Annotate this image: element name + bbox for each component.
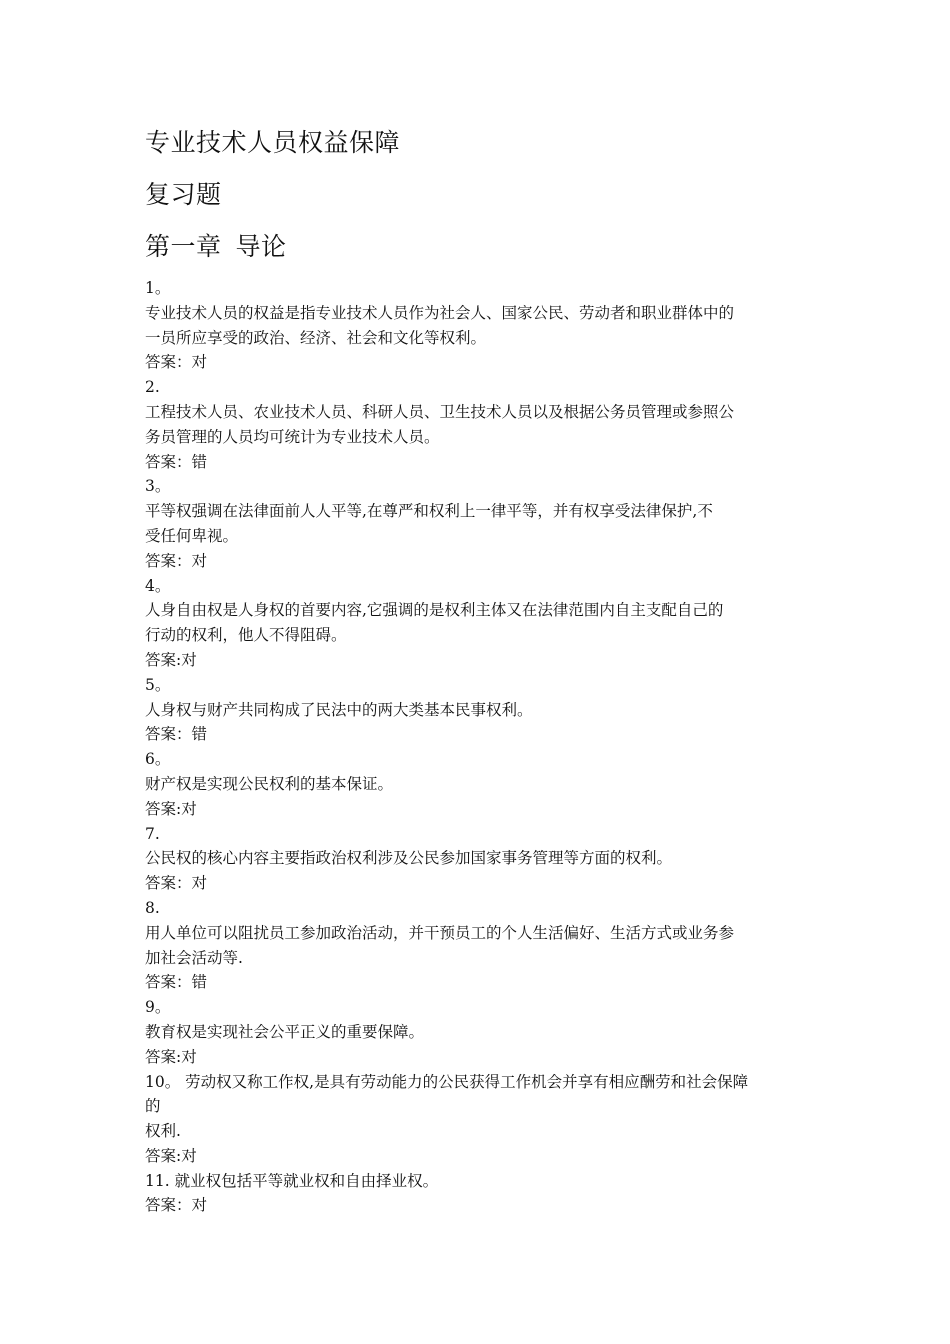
question-item: [145, 673, 810, 747]
question-item: [145, 1070, 810, 1169]
question-number: 5。: [145, 675, 171, 694]
question-number: 2.: [145, 378, 160, 397]
question-item: [145, 1169, 810, 1219]
question-text-line: 用人单位可以阻扰员工参加政治活动，并干预员工的个人生活偏好、生活方式或业务参: [145, 923, 735, 942]
answer-line: 答案:对: [145, 1146, 197, 1165]
question-text-line: 一员所应享受的政治、经济、社会和文化等权利。: [145, 328, 487, 347]
question-text-line: 平等权强调在法律面前人人平等,在尊严和权利上一律平等，并有权享受法律保护,不: [145, 502, 713, 521]
answer-line: 答案：对: [145, 551, 208, 570]
question-text-line: 专业技术人员的权益是指专业技术人员作为社会人、国家公民、劳动者和职业群体中的: [145, 303, 735, 322]
question-text-line: 行动的权利，他人不得阻碍。: [145, 626, 347, 645]
question-text-line: 工程技术人员、农业技术人员、科研人员、卫生技术人员以及根据公务员管理或参照公: [145, 402, 735, 421]
question-item: [145, 822, 810, 896]
question-item: [145, 276, 810, 375]
question-item: [145, 574, 810, 673]
answer-line: 答案:对: [145, 650, 197, 669]
question-text-line: 人身权与财产共同构成了民法中的两大类基本民事权利。: [145, 700, 533, 719]
document-content: [145, 128, 810, 1218]
question-number: 9。: [145, 998, 171, 1017]
document-subtitle: 复习题: [145, 180, 222, 209]
chapter-name: 导论: [235, 232, 287, 261]
chapter-number: 第一章: [145, 232, 222, 261]
answer-line: 答案：对: [145, 874, 208, 893]
question-text-line: 加社会活动等.: [145, 948, 243, 967]
answer-line: 答案:对: [145, 799, 197, 818]
question-text-line: 财产权是实现公民权利的基本保证。: [145, 774, 394, 793]
question-item: [145, 995, 810, 1069]
question-text-line: 务员管理的人员均可统计为专业技术人员。: [145, 427, 440, 446]
question-text-line: 人身自由权是人身权的首要内容,它强调的是权利主体又在法律范围内自主支配自己的: [145, 601, 724, 620]
question-number: 6。: [145, 750, 171, 769]
question-text-line: 教育权是实现社会公平正义的重要保障。: [145, 1022, 425, 1041]
question-text-line: 受任何卑视。: [145, 526, 239, 545]
answer-line: 答案:对: [145, 1047, 197, 1066]
document-title: 专业技术人员权益保障: [145, 128, 401, 157]
question-list: [145, 276, 810, 1218]
question-number: 4。: [145, 576, 171, 595]
question-number: 8.: [145, 898, 160, 917]
question-text-line: 的: [145, 1097, 161, 1116]
question-text-line: 10。 劳动权又称工作权,是具有劳动能力的公民获得工作机会并享有相应酬劳和社会保障: [145, 1072, 749, 1091]
question-number: 1。: [145, 279, 171, 297]
question-text-line: 权利.: [145, 1122, 181, 1141]
question-number: 7.: [145, 824, 160, 843]
answer-line: 答案：错: [145, 725, 208, 744]
question-item: [145, 375, 810, 474]
answer-line: 答案：错: [145, 452, 208, 471]
question-item: [145, 474, 810, 573]
answer-line: 答案：对: [145, 1196, 208, 1215]
question-text-line: 11. 就业权包括平等就业权和自由择业权。: [145, 1171, 439, 1190]
answer-line: 答案：错: [145, 973, 208, 992]
question-item: [145, 747, 810, 821]
question-text-line: 公民权的核心内容主要指政治权利涉及公民参加国家事务管理等方面的权利。: [145, 849, 673, 868]
question-item: [145, 896, 810, 995]
chapter-heading: [145, 232, 810, 262]
question-number: 3。: [145, 477, 171, 496]
answer-line: 答案：对: [145, 353, 208, 372]
